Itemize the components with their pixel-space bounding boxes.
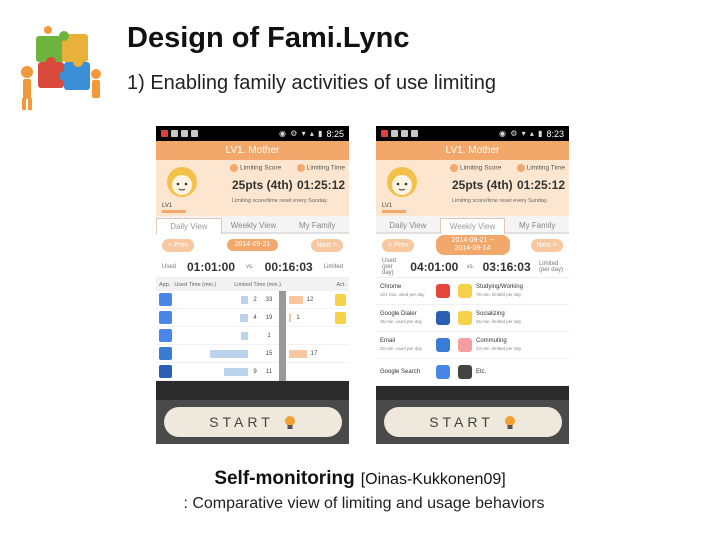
- used-time-bar: [241, 296, 248, 304]
- start-button[interactable]: [164, 407, 342, 437]
- used-total: 33: [265, 296, 273, 303]
- view-tabs: [376, 216, 569, 234]
- used-time-bar: [210, 350, 249, 358]
- date-nav: [376, 234, 569, 256]
- activity-limit-note: 43 min. limited per day: [476, 346, 522, 351]
- app-icon: [436, 365, 450, 379]
- column-divider: [279, 327, 286, 345]
- used-value: 01:01:00: [186, 259, 236, 274]
- level-title: LV1. Mother: [376, 141, 569, 160]
- limited-time-bar: [289, 350, 307, 358]
- list-item: [376, 278, 569, 305]
- limit-action-button[interactable]: [335, 294, 346, 306]
- limiting-score-label: Limiting Score: [230, 164, 281, 172]
- col-act: Act.: [336, 281, 346, 288]
- activity-name: Socializing 55 min. limited per day: [476, 311, 522, 324]
- used-time-cell: [178, 294, 248, 306]
- limited-num: 17: [310, 350, 318, 357]
- table-row: [156, 309, 349, 327]
- column-divider: [279, 309, 286, 327]
- column-divider: [279, 291, 286, 309]
- app-icon: [436, 311, 450, 325]
- table-row: [156, 327, 349, 345]
- used-time-cell: [178, 366, 248, 378]
- usage-table: [156, 278, 349, 381]
- used-time-cell: [178, 312, 248, 324]
- start-area: [156, 400, 349, 444]
- used-num: 9: [253, 368, 257, 375]
- limited-time-bar: [289, 296, 303, 304]
- weekly-list: [376, 278, 569, 386]
- start-button[interactable]: [384, 407, 562, 437]
- level-tag: LV1: [162, 203, 173, 209]
- used-time-cell: [178, 330, 248, 342]
- lightbulb-icon: [504, 415, 516, 430]
- app-usage-note: 101 min. used per day: [380, 292, 425, 297]
- app-name: Google Dialer 35 min. used per day: [380, 311, 432, 325]
- used-time-bar: [240, 314, 248, 322]
- list-item: [376, 332, 569, 359]
- slide-subtitle: 1) Enabling family activities of use limiting: [127, 72, 497, 94]
- app-usage-note: 35 min. used per day: [380, 319, 423, 324]
- activity-name: Etc.: [476, 368, 487, 375]
- used-label: Used: [162, 263, 177, 270]
- level-progress: [382, 210, 406, 213]
- tab-weekly-view[interactable]: Weekly View: [440, 218, 506, 234]
- used-num: 4: [253, 314, 257, 321]
- tab-weekly-view[interactable]: Weekly View: [222, 218, 286, 234]
- activity-limit-note: 55 min. limited per day: [476, 319, 522, 324]
- app-usage-note: 20 min. used per day: [380, 346, 423, 351]
- table-row: [156, 363, 349, 381]
- time-value: 01:25:12: [516, 178, 565, 192]
- app-icon: [159, 365, 172, 378]
- table-row: [156, 291, 349, 309]
- used-time-bar: [224, 368, 249, 376]
- used-value: 04:01:00: [410, 259, 459, 274]
- column-divider: [279, 363, 286, 381]
- app-icon: [436, 284, 450, 298]
- col-used: Used Time (min.): [174, 281, 217, 288]
- used-label: Used (per day): [382, 257, 397, 276]
- start-area: [376, 400, 569, 444]
- column-divider: [279, 345, 286, 363]
- time-value: 01:25:12: [296, 178, 345, 192]
- usage-compare: [156, 256, 349, 278]
- used-num: 2: [253, 296, 257, 303]
- profile-panel: [376, 160, 569, 216]
- limited-value: 00:16:03: [264, 259, 313, 274]
- activity-name: Studying/Working 78 min. limited per day: [476, 284, 523, 297]
- list-item: [376, 305, 569, 332]
- vs-label: vs.: [466, 263, 475, 270]
- view-tabs: [156, 216, 349, 234]
- app-name: Google Search: [380, 368, 421, 375]
- used-time-bar: [241, 332, 248, 340]
- limited-num: 1: [296, 314, 300, 321]
- activity-icon: [458, 365, 472, 379]
- activity-icon: [458, 284, 472, 298]
- used-total: 11: [265, 368, 273, 375]
- app-icon: [159, 329, 172, 342]
- app-icon: [436, 338, 450, 352]
- app-icon: [159, 311, 172, 324]
- activity-name: Commuting 43 min. limited per day: [476, 338, 522, 351]
- tab-my-family[interactable]: My Family: [505, 218, 569, 234]
- col-limited: Limited Time (min.): [234, 281, 281, 288]
- avatar: [384, 166, 420, 202]
- caption-citation: [Oinas-Kukkonen09]: [360, 471, 506, 488]
- prev-button[interactable]: < Prev: [382, 239, 414, 252]
- level-tag: LV1: [382, 203, 393, 209]
- used-total: 1: [267, 332, 271, 339]
- caption-sub: : Comparative view of limiting and usage behaviors: [183, 495, 545, 512]
- usage-compare: [376, 256, 569, 278]
- status-time: 8:23: [546, 128, 564, 139]
- limiting-time-label: Limiting Time: [517, 164, 565, 172]
- status-bar: ◉ ⚙ ▾ ▴ ▮ 8:23: [376, 126, 569, 141]
- date-label: 2014-09-21: [227, 239, 279, 251]
- used-total: 15: [265, 350, 273, 357]
- caption: [0, 468, 720, 490]
- limited-num: 12: [306, 296, 314, 303]
- score-value: 25pts (4th): [452, 178, 513, 192]
- limit-action-button[interactable]: [335, 312, 346, 324]
- slide-title: Design of Fami.Lync: [127, 22, 410, 54]
- caption-main: Self-monitoring: [214, 468, 355, 489]
- reset-note: Limiting score/time reset every Sunday.: [232, 198, 328, 204]
- lightbulb-icon: [284, 415, 296, 430]
- list-item: [376, 359, 569, 386]
- activity-icon: [458, 311, 472, 325]
- col-app: App.: [159, 281, 171, 288]
- app-name: Email 20 min. used per day: [380, 338, 432, 352]
- tab-my-family[interactable]: My Family: [285, 218, 349, 234]
- tab-daily-view[interactable]: Daily View: [156, 218, 222, 234]
- table-header: [156, 278, 349, 291]
- level-title: LV1. Mother: [156, 141, 349, 160]
- limiting-score-label: Limiting Score: [450, 164, 501, 172]
- limited-value: 03:16:03: [482, 259, 531, 274]
- profile-panel: [156, 160, 349, 216]
- vs-label: vs.: [246, 263, 254, 270]
- phone-screenshot-weekly: [376, 126, 569, 444]
- phone-screenshot-daily: [156, 126, 349, 444]
- tab-daily-view[interactable]: Daily View: [376, 218, 440, 234]
- start-label: START: [429, 414, 494, 430]
- used-total: 19: [265, 314, 273, 321]
- app-name: Chrome 101 min. used per day: [380, 284, 432, 298]
- table-row: [156, 345, 349, 363]
- start-label: START: [209, 414, 274, 430]
- prev-button[interactable]: < Prev: [162, 239, 194, 252]
- date-range-label: 2014-09-21 ~ 2014-09-14: [436, 235, 510, 255]
- used-time-cell: [178, 348, 248, 360]
- status-time: 8:25: [326, 128, 344, 139]
- activity-limit-note: 78 min. limited per day: [476, 292, 522, 297]
- activity-icon: [458, 338, 472, 352]
- app-icon: [159, 347, 172, 360]
- limited-label: Limited (per day): [538, 260, 563, 273]
- reset-note: Limiting score/time reset every Sunday.: [452, 198, 548, 204]
- next-button[interactable]: Next >: [311, 239, 343, 252]
- avatar: [164, 166, 200, 202]
- puzzle-people-icon: [18, 22, 102, 112]
- date-nav: [156, 234, 349, 256]
- level-progress: [162, 210, 186, 213]
- status-bar: ◉ ⚙ ▾ ▴ ▮ 8:25: [156, 126, 349, 141]
- score-value: 25pts (4th): [232, 178, 293, 192]
- app-icon: [159, 293, 172, 306]
- limited-label: Limited: [323, 263, 343, 270]
- limiting-time-label: Limiting Time: [297, 164, 345, 172]
- next-button[interactable]: Next >: [531, 239, 563, 252]
